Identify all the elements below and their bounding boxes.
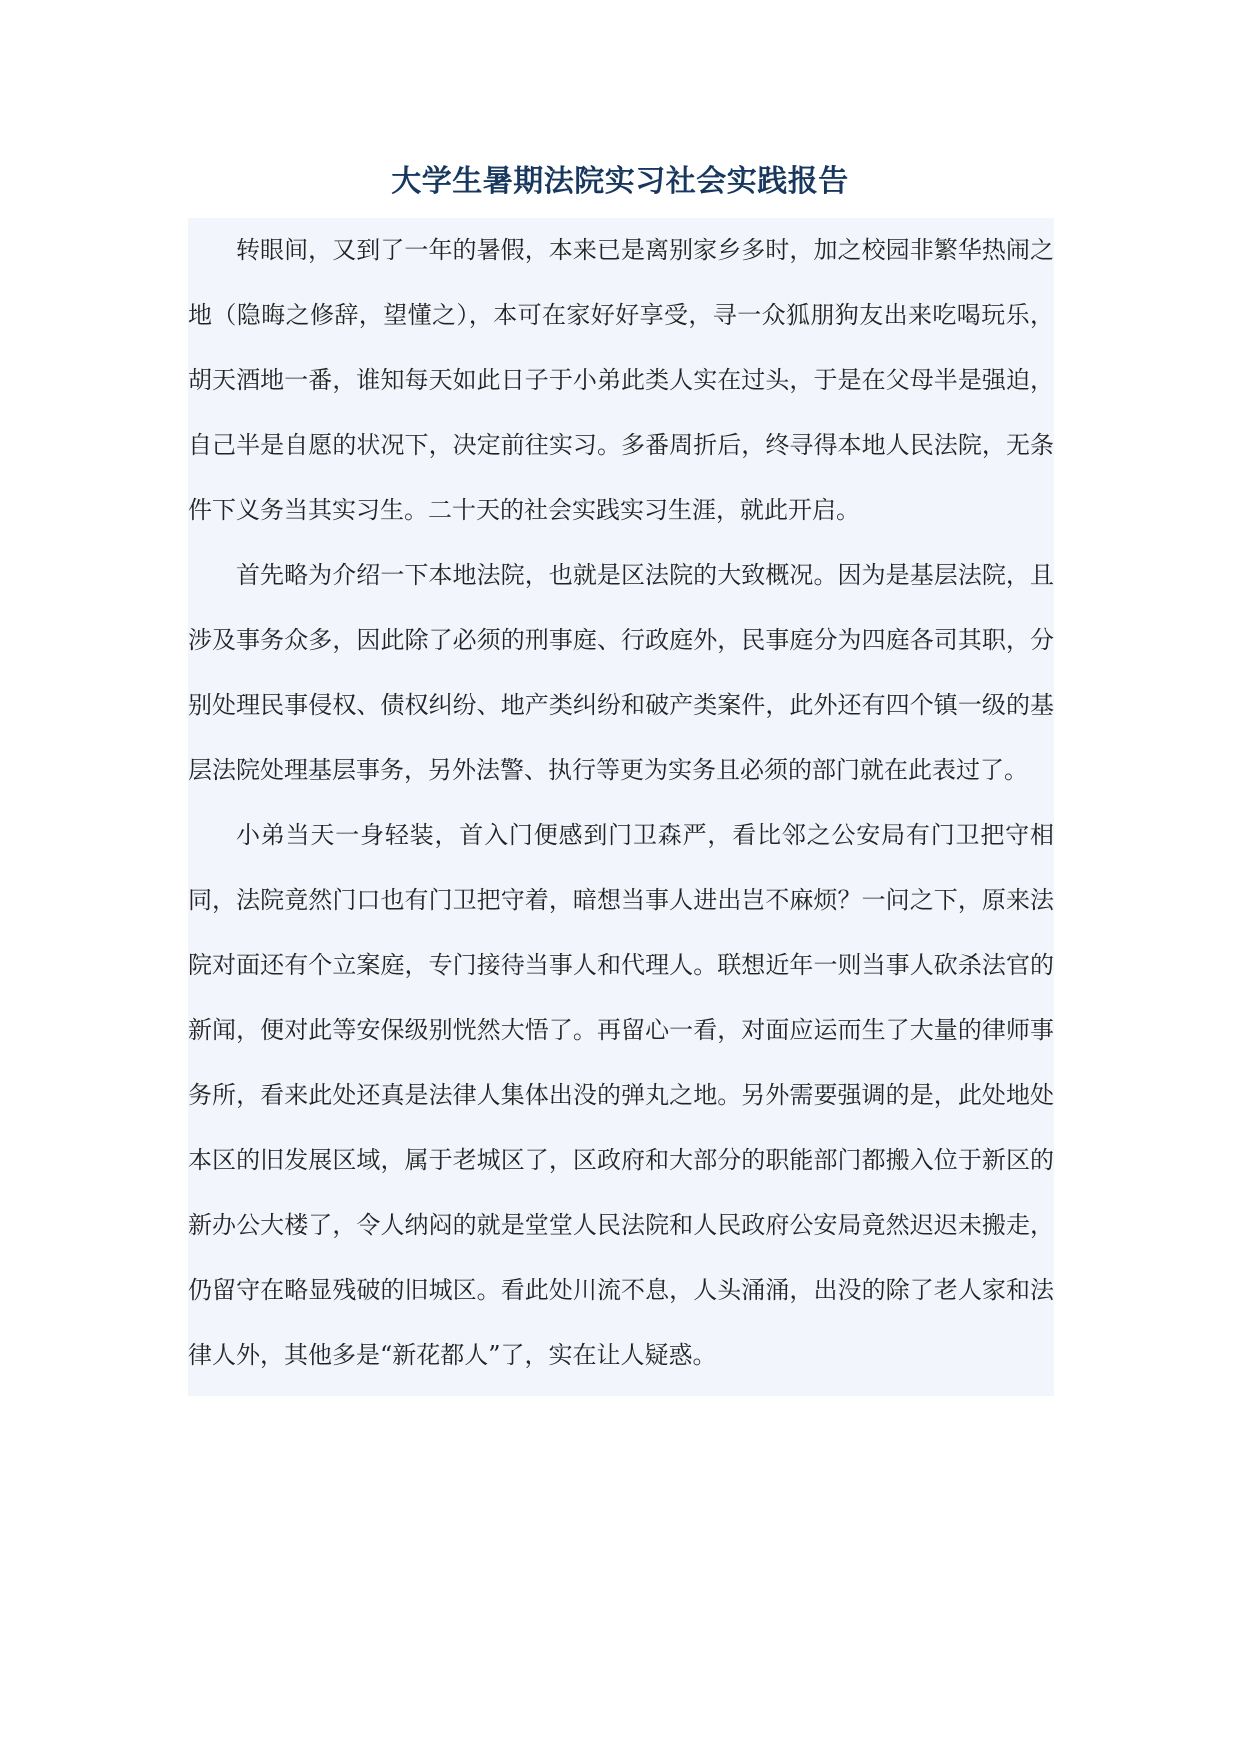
paragraph-2: 首先略为介绍一下本地法院，也就是区法院的大致概况。因为是基层法院，且涉及事务众多，因此除了必须的刑事庭、行政庭外，民事庭分为四庭各司其职，分别处理民事侵权、债权纠纷、地产类纠纷和破产类案件，此外还有四个镇一级的基层法院处理基层事务，另外法警、执行等更为实务且必须的部门就在此表过了。 <box>188 561 1054 784</box>
document-body <box>188 218 1054 1396</box>
paragraph-3: 小弟当天一身轻装，首入门便感到门卫森严，看比邻之公安局有门卫把守相同，法院竟然门口也有门卫把守着，暗想当事人进出岂不麻烦？一问之下，原来法院对面还有个立案庭，专门接待当事人和代理人。联想近年一则当事人砍杀法官的新闻，便对此等安保级别恍然大悟了。再留心一看，对面应运而生了大量的律师事务所，看来此处还真是法律人集体出没的弹丸之地。另外需要强调的是，此处地处本区的旧发展区域，属于老城区了，区政府和大部分的职能部门都搬入位于新区的新办公大楼了，令人纳闷的就是堂堂人民法院和人民政府公安局竟然迟迟未搬走，仍留守在略显残破的旧城区。看此处川流不息，人头涌涌，出没的除了老人家和法律人外，其他多是“新花都人”了，实在让人疑惑。 <box>188 821 1054 1369</box>
paragraph-1: 转眼间，又到了一年的暑假，本来已是离别家乡多时，加之校园非繁华热闹之地（隐晦之修辞，望懂之），本可在家好好享受，寻一众狐朋狗友出来吃喝玩乐，胡天酒地一番，谁知每天如此日子于小弟此类人实在过头，于是在父母半是强迫，自己半是自愿的状况下，决定前往实习。多番周折后，终寻得本地人民法院，无条件下义务当其实习生。二十天的社会实践实习生涯，就此开启。 <box>188 236 1054 524</box>
document-title: 大学生暑期法院实习社会实践报告 <box>391 164 849 199</box>
